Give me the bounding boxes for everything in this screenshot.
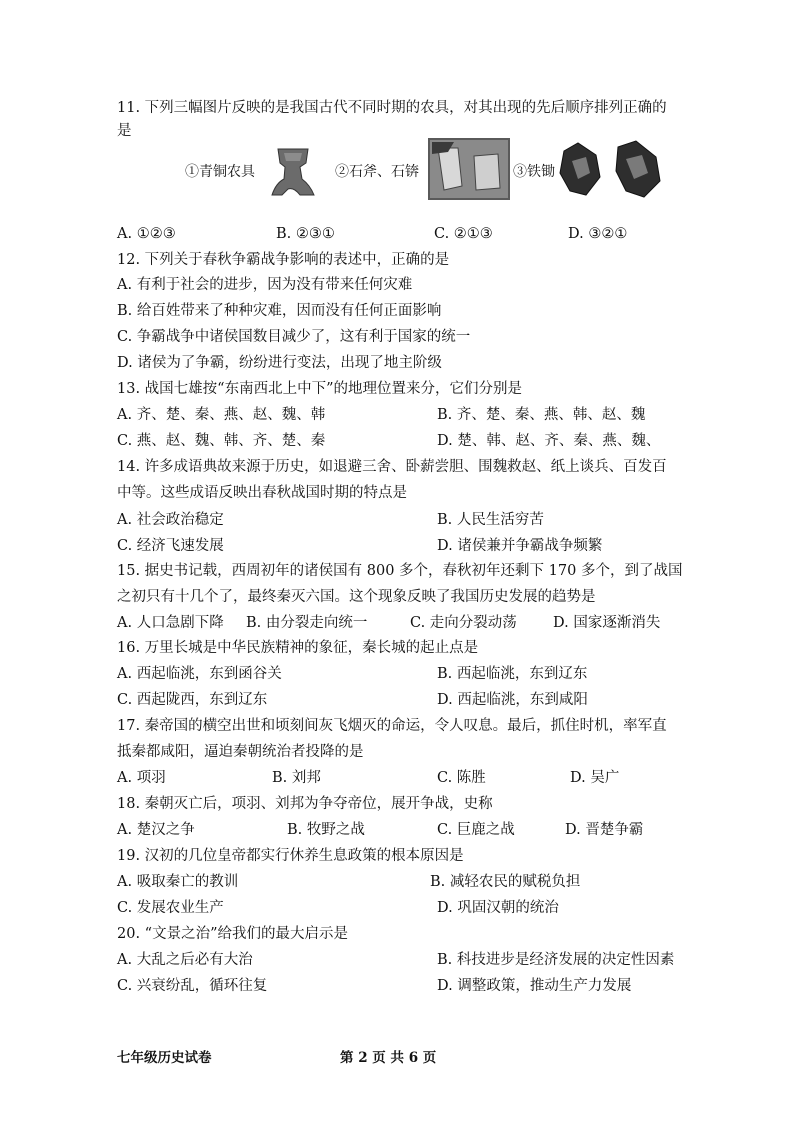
question-14-stem-line-1: 14. 许多成语典故来源于历史，如退避三舍、卧薪尝胆、围魏救赵、纸上谈兵、百发百 [117,459,667,475]
question-16-option-c[interactable]: C. 西起陇西，东到辽东 [117,692,268,708]
question-15-option-a[interactable]: A. 人口急剧下降 [117,615,224,631]
question-13-option-a[interactable]: A. 齐、楚、秦、燕、赵、魏、韩 [117,407,326,423]
question-14-stem-line-2: 中等。这些成语反映出春秋战国时期的特点是 [117,485,407,501]
question-15-option-b[interactable]: B. 由分裂走向统一 [246,615,368,631]
question-11-stem-line-2: 是 [117,123,132,139]
question-15-option-c[interactable]: C. 走向分裂动荡 [410,615,517,631]
question-16-option-b[interactable]: B. 西起临洮，东到辽东 [437,666,588,682]
question-14-option-d[interactable]: D. 诸侯兼并争霸战争频繁 [437,538,603,554]
question-14-option-b[interactable]: B. 人民生活穷苦 [437,512,544,528]
image-label-stone-tools: ②石斧、石锛 [335,164,419,180]
question-17-option-a[interactable]: A. 项羽 [117,770,166,786]
question-18-stem: 18. 秦朝灭亡后，项羽、刘邦为争夺帝位，展开争战，史称 [117,796,493,812]
question-19-option-c[interactable]: C. 发展农业生产 [117,900,224,916]
image-label-bronze-tool: ①青铜农具 [185,164,255,180]
iron-hoe-image [556,137,664,199]
question-17-stem-line-1: 17. 秦帝国的横空出世和顷刻间灰飞烟灭的命运，令人叹息。最后，抓住时机，率军直 [117,718,667,734]
question-20-option-b[interactable]: B. 科技进步是经济发展的决定性因素 [437,952,675,968]
question-19-option-b[interactable]: B. 减轻农民的赋税负担 [430,874,581,890]
question-12-stem: 12. 下列关于春秋争霸战争影响的表述中，正确的是 [117,252,450,268]
question-12-option-c[interactable]: C. 争霸战争中诸侯国数目减少了，这有利于国家的统一 [117,329,471,345]
question-18-option-a[interactable]: A. 楚汉之争 [117,822,195,838]
question-14-option-c[interactable]: C. 经济飞速发展 [117,538,224,554]
question-12-option-a[interactable]: A. 有利于社会的进步，因为没有带来任何灾难 [117,277,413,293]
question-18-option-b[interactable]: B. 牧野之战 [287,822,365,838]
question-17-stem-line-2: 抵秦都咸阳，逼迫秦朝统治者投降的是 [117,744,364,760]
question-16-option-a[interactable]: A. 西起临洮，东到函谷关 [117,666,282,682]
question-11-option-d[interactable]: D. ③②① [568,226,628,242]
question-11-images [183,145,683,201]
question-17-option-c[interactable]: C. 陈胜 [437,770,486,786]
question-16-stem: 16. 万里长城是中华民族精神的象征，秦长城的起止点是 [117,640,479,656]
question-19-option-a[interactable]: A. 吸取秦亡的教训 [117,874,239,890]
question-19-option-d[interactable]: D. 巩固汉朝的统治 [437,900,559,916]
question-11-option-a[interactable]: A. ①②③ [117,226,176,242]
image-label-iron-hoe: ③铁锄 [513,164,555,180]
question-20-stem: 20. “文景之治”给我们的最大启示是 [117,926,348,942]
question-11-stem-line-1: 11. 下列三幅图片反映的是我国古代不同时期的农具，对其出现的先后顺序排列正确的 [117,100,667,116]
question-20-option-c[interactable]: C. 兴衰纷乱，循环往复 [117,978,268,994]
question-20-option-a[interactable]: A. 大乱之后必有大治 [117,952,253,968]
question-20-option-d[interactable]: D. 调整政策，推动生产力发展 [437,978,632,994]
question-12-option-b[interactable]: B. 给百姓带来了种种灾难，因而没有任何正面影响 [117,303,442,319]
question-13-stem: 13. 战国七雄按“东南西北上中下”的地理位置来分，它们分别是 [117,381,522,397]
footer-exam-title: 七年级历史试卷 [117,1050,212,1066]
stone-tools-image [428,138,510,200]
question-19-stem: 19. 汉初的几位皇帝都实行休养生息政策的根本原因是 [117,848,464,864]
question-13-option-b[interactable]: B. 齐、楚、秦、燕、韩、赵、魏 [437,407,646,423]
question-14-option-a[interactable]: A. 社会政治稳定 [117,512,224,528]
question-18-option-c[interactable]: C. 巨鹿之战 [437,822,515,838]
question-13-option-d[interactable]: D. 楚、韩、赵、齐、秦、燕、魏、 [437,433,661,449]
question-15-stem-line-2: 之初只有十几个了，最终秦灭六国。这个现象反映了我国历史发展的趋势是 [117,589,596,605]
bronze-tool-image [270,145,316,197]
question-16-option-d[interactable]: D. 西起临洮，东到咸阳 [437,692,588,708]
question-17-option-d[interactable]: D. 吴广 [570,770,620,786]
footer-page-number: 第 2 页 共 6 页 [340,1050,437,1066]
question-11-option-b[interactable]: B. ②③① [276,226,335,242]
question-15-option-d[interactable]: D. 国家逐渐消失 [553,615,661,631]
question-13-option-c[interactable]: C. 燕、赵、魏、韩、齐、楚、秦 [117,433,326,449]
question-15-stem-line-1: 15. 据史书记载，西周初年的诸侯国有 800 多个，春秋初年还剩下 170 多个，到了战国 [117,563,683,579]
question-11-option-c[interactable]: C. ②①③ [434,226,493,242]
question-12-option-d[interactable]: D. 诸侯为了争霸，纷纷进行变法，出现了地主阶级 [117,355,442,371]
question-17-option-b[interactable]: B. 刘邦 [272,770,321,786]
question-18-option-d[interactable]: D. 晋楚争霸 [565,822,644,838]
